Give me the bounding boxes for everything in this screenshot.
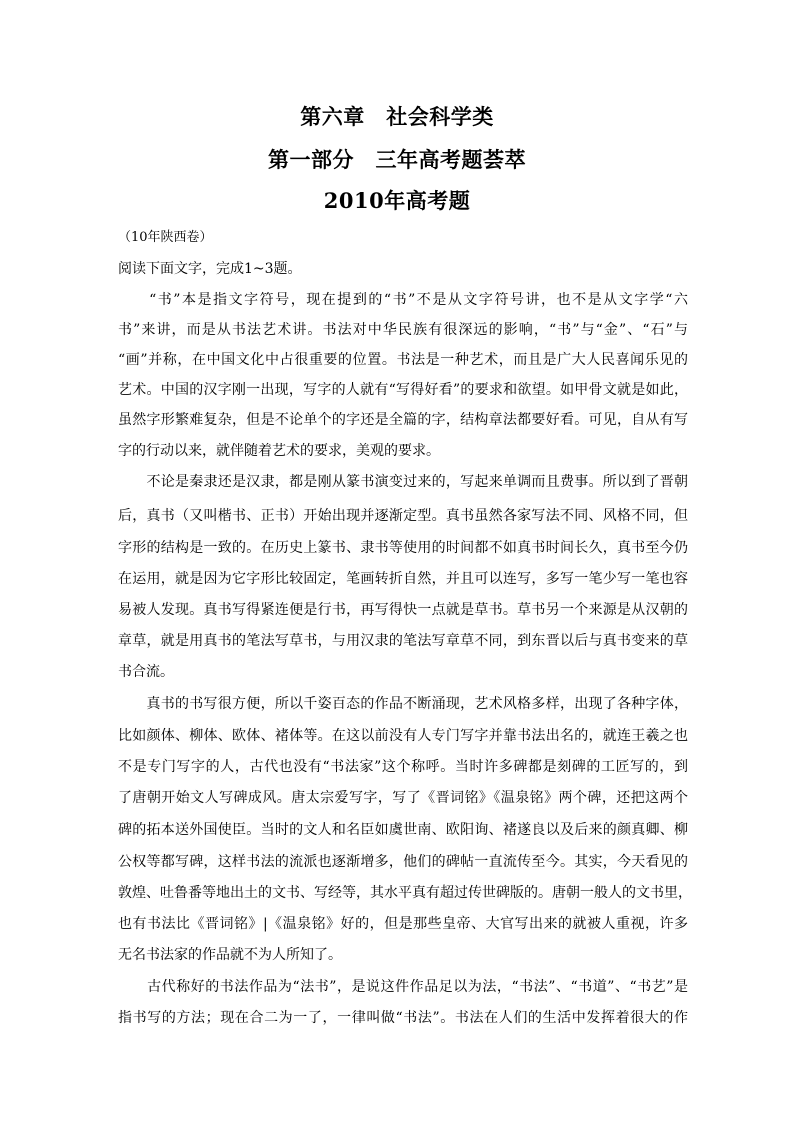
- passage-line: 字的行动以来，就伴随着艺术的要求，美观的要求。: [118, 443, 440, 459]
- year-title: 2010年高考题: [323, 188, 471, 213]
- passage-line: 比如颜体、柳体、欧体、褚体等。在这以前没有人专门写字并靠书法出名的，就连王羲之也: [118, 728, 688, 744]
- passage-line: 不是专门写字的人，古代也没有“书法家”这个称呼。当时许多碑都是刻碑的工匠写的，到: [118, 759, 688, 775]
- passage-line: 书”来讲，而是从书法艺术讲。书法对中华民族有很深远的影响，“书”与“金”、“石”与: [118, 322, 688, 338]
- chapter-title: 第六章 社会科学类: [300, 104, 494, 129]
- passage-line: 无名书法家的作品就不为人所知了。: [118, 947, 342, 963]
- passage-line: 艺术。中国的汉字刚一出现，写字的人就有“写得好看”的要求和欲望。如甲骨文就是如此，: [118, 382, 688, 398]
- passage-line: 后，真书（又叫楷书、正书）开始出现并逐渐定型。真书虽然各家写法不同、风格不同，但: [118, 508, 688, 524]
- passage-line: “书”本是指文字符号，现在提到的“书”不是从文字符号讲，也不是从文字学“六: [118, 292, 688, 308]
- passage-line: 字形的结构是一致的。在历史上篆书、隶书等使用的时间都不如真书时间长久，真书至今仍: [118, 540, 688, 556]
- passage-line: 书合流。: [118, 664, 174, 680]
- passage-line: 了唐朝开始文人写碑成风。唐太宗爱写字，写了《晋词铭》《温泉铭》两个碑，还把这两个: [118, 790, 688, 806]
- passage-line: 真书的书写很方便，所以千姿百态的作品不断涌现，艺术风格多样，出现了各种字体，: [118, 696, 688, 712]
- passage-line: 章草，就是用真书的笔法写草书，与用汉隶的笔法写章草不同，到东晋以后与真书变来的草: [118, 633, 688, 649]
- passage-line: 公权等都写碑，这样书法的流派也逐渐增多，他们的碑帖一直流传至今。其实，今天看见的: [118, 854, 688, 870]
- part-title: 第一部分 三年高考题荟萃: [268, 147, 526, 172]
- passage-line: 在运用，就是因为它字形比较固定，笔画转折自然，并且可以连写，多写一笔少写一笔也容: [118, 571, 688, 587]
- passage-line: 古代称好的书法作品为“法书”，是说这件作品足以为法，“书法”、“书道”、“书艺”是: [118, 979, 688, 995]
- passage-line: 易被人发现。真书写得紧连便是行书，再写得快一点就是草书。草书另一个来源是从汉朝的: [118, 602, 688, 618]
- reading-instruction: 阅读下面文字，完成1~3题。: [118, 261, 302, 277]
- passage-line: “画”并称，在中国文化中占很重要的位置。书法是一种艺术，而且是广大人民喜闻乐见的: [118, 352, 688, 368]
- passage-line: 敦煌、吐鲁番等地出土的文书、写经等，其水平真有超过传世碑版的。唐朝一般人的文书里，: [118, 885, 692, 901]
- exam-source: （10年陕西卷）: [118, 230, 213, 245]
- passage-line: 也有书法比《晋词铭》|《温泉铭》好的，但是那些皇帝、大官写出来的就被人重视，许多: [118, 916, 688, 932]
- passage-line: 碑的拓本送外国使臣。当时的文人和名臣如虞世南、欧阳询、褚遂良以及后来的颜真卿、柳: [118, 822, 688, 838]
- passage-line: 指书写的方法；现在合二为一了，一律叫做“书法”。书法在人们的生活中发挥着很大的作: [118, 1010, 688, 1026]
- passage-line: 虽然字形繁难复杂，但是不论单个的字还是全篇的字，结构章法都要好看。可见，自从有写: [118, 412, 688, 428]
- passage-line: 不论是秦隶还是汉隶，都是刚从篆书演变过来的，写起来单调而且费事。所以到了晋朝: [118, 474, 688, 490]
